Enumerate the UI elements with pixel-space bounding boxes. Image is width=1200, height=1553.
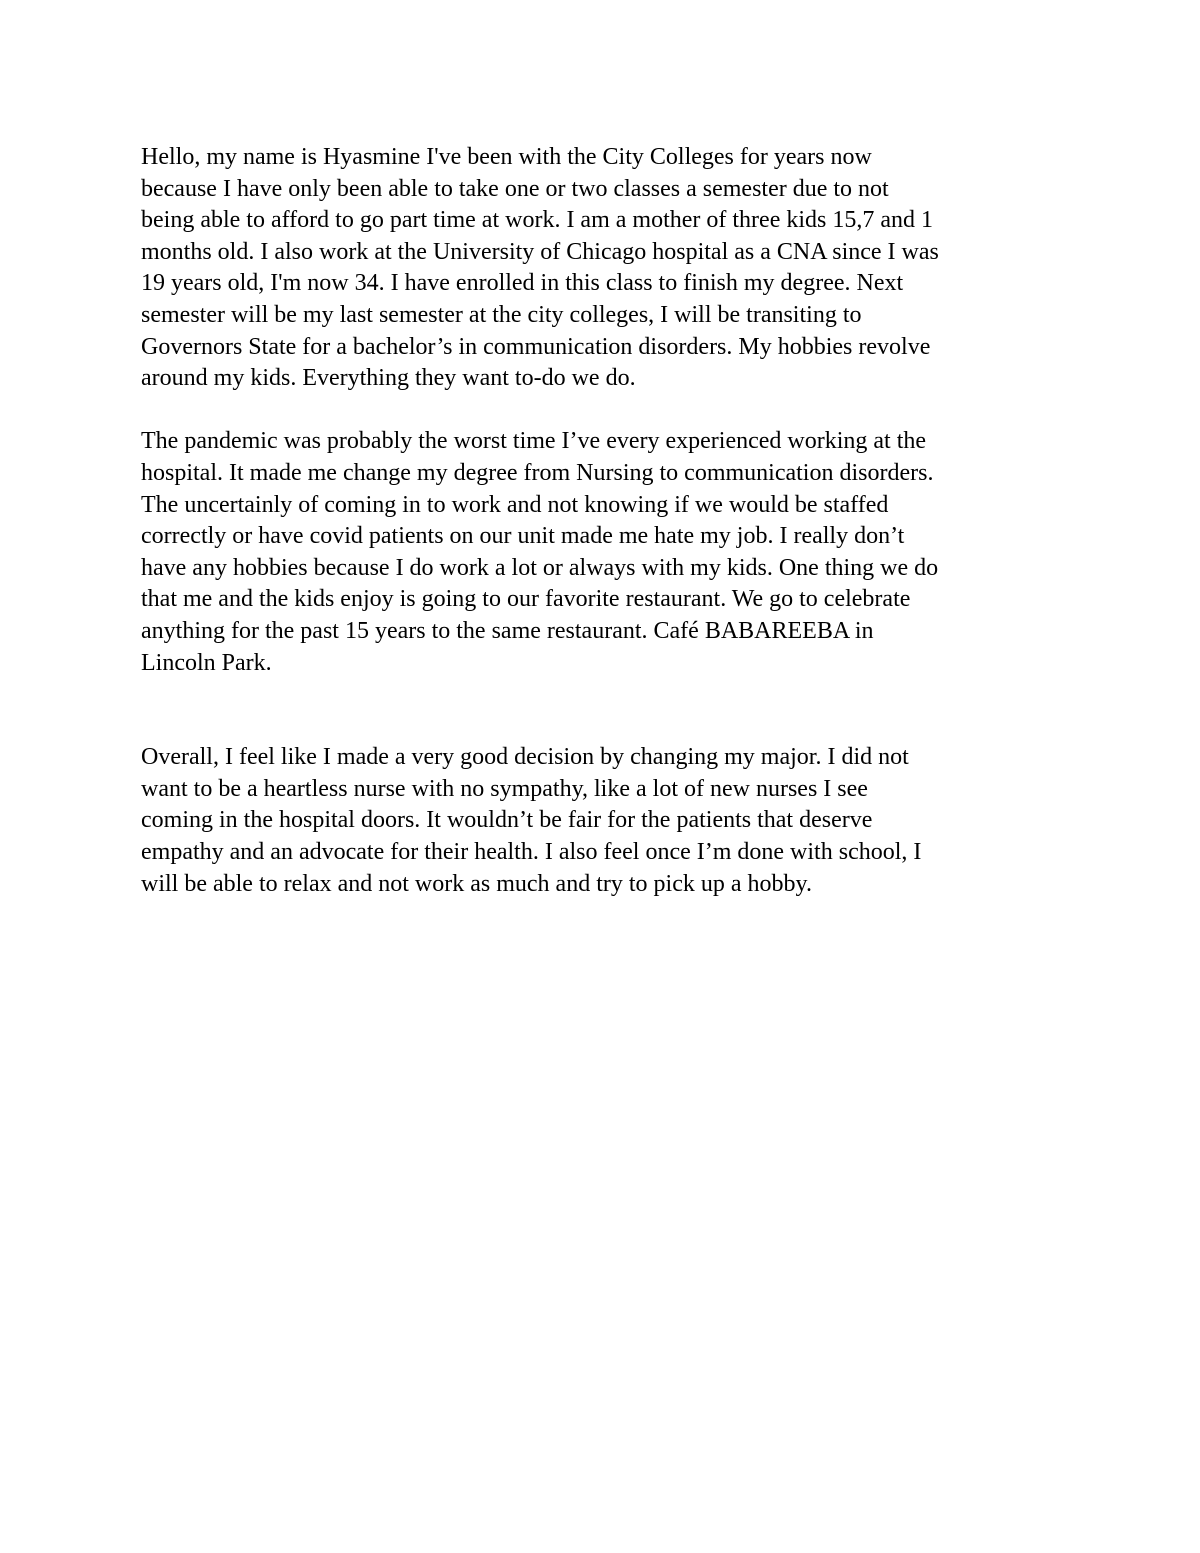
paragraph-intro bbox=[141, 142, 1076, 395]
text-line: Hello, my name is Hyasmine I've been with the City Colleges for years now bbox=[141, 144, 872, 170]
document-body bbox=[141, 142, 1076, 900]
text-line: will be able to relax and not work as much and try to pick up a hobby. bbox=[141, 870, 812, 897]
text-line: months old. I also work at the University of Chicago hospital as a CNA since I was bbox=[141, 238, 939, 265]
text-line: coming in the hospital doors. It wouldn’t be fair for the patients that deserve bbox=[141, 807, 873, 834]
paragraph-conclusion bbox=[141, 742, 1076, 900]
text-line: empathy and an advocate for their health. I also feel once I’m done with school, I bbox=[141, 839, 922, 866]
text-line: around my kids. Everything they want to-do we do. bbox=[141, 365, 636, 392]
paragraph-pandemic bbox=[141, 426, 1076, 679]
text-line: The uncertainly of coming in to work and not knowing if we would be staffed bbox=[141, 491, 889, 518]
text-line: The pandemic was probably the worst time I’ve every experienced working at the bbox=[141, 428, 927, 455]
text-line: hospital. It made me change my degree from Nursing to communication disorders. bbox=[141, 459, 934, 486]
text-line: being able to afford to go part time at work. I am a mother of three kids 15,7 and 1 bbox=[141, 207, 933, 234]
text-line: that me and the kids enjoy is going to our favorite restaurant. We go to celebrate bbox=[141, 586, 911, 613]
text-line: have any hobbies because I do work a lot or always with my kids. One thing we do bbox=[141, 554, 939, 581]
text-line: Governors State for a bachelor’s in communication disorders. My hobbies revolve bbox=[141, 333, 931, 360]
text-line: 19 years old, I'm now 34. I have enrolled in this class to finish my degree. Next bbox=[141, 270, 904, 297]
text-line: correctly or have covid patients on our unit made me hate my job. I really don’t bbox=[141, 523, 905, 550]
text-line: Overall, I feel like I made a very good decision by changing my major. I did not bbox=[141, 744, 909, 771]
text-line: because I have only been able to take one or two classes a semester due to not bbox=[141, 175, 889, 202]
text-line: semester will be my last semester at the city colleges, I will be transiting to bbox=[141, 301, 862, 328]
paragraph-spacer bbox=[141, 679, 1076, 742]
text-line: want to be a heartless nurse with no sympathy, like a lot of new nurses I see bbox=[141, 775, 868, 802]
text-line: Lincoln Park. bbox=[141, 649, 272, 676]
text-line: anything for the past 15 years to the same restaurant. Café BABAREEBA in bbox=[141, 617, 874, 644]
paragraph-spacer bbox=[141, 395, 1076, 427]
